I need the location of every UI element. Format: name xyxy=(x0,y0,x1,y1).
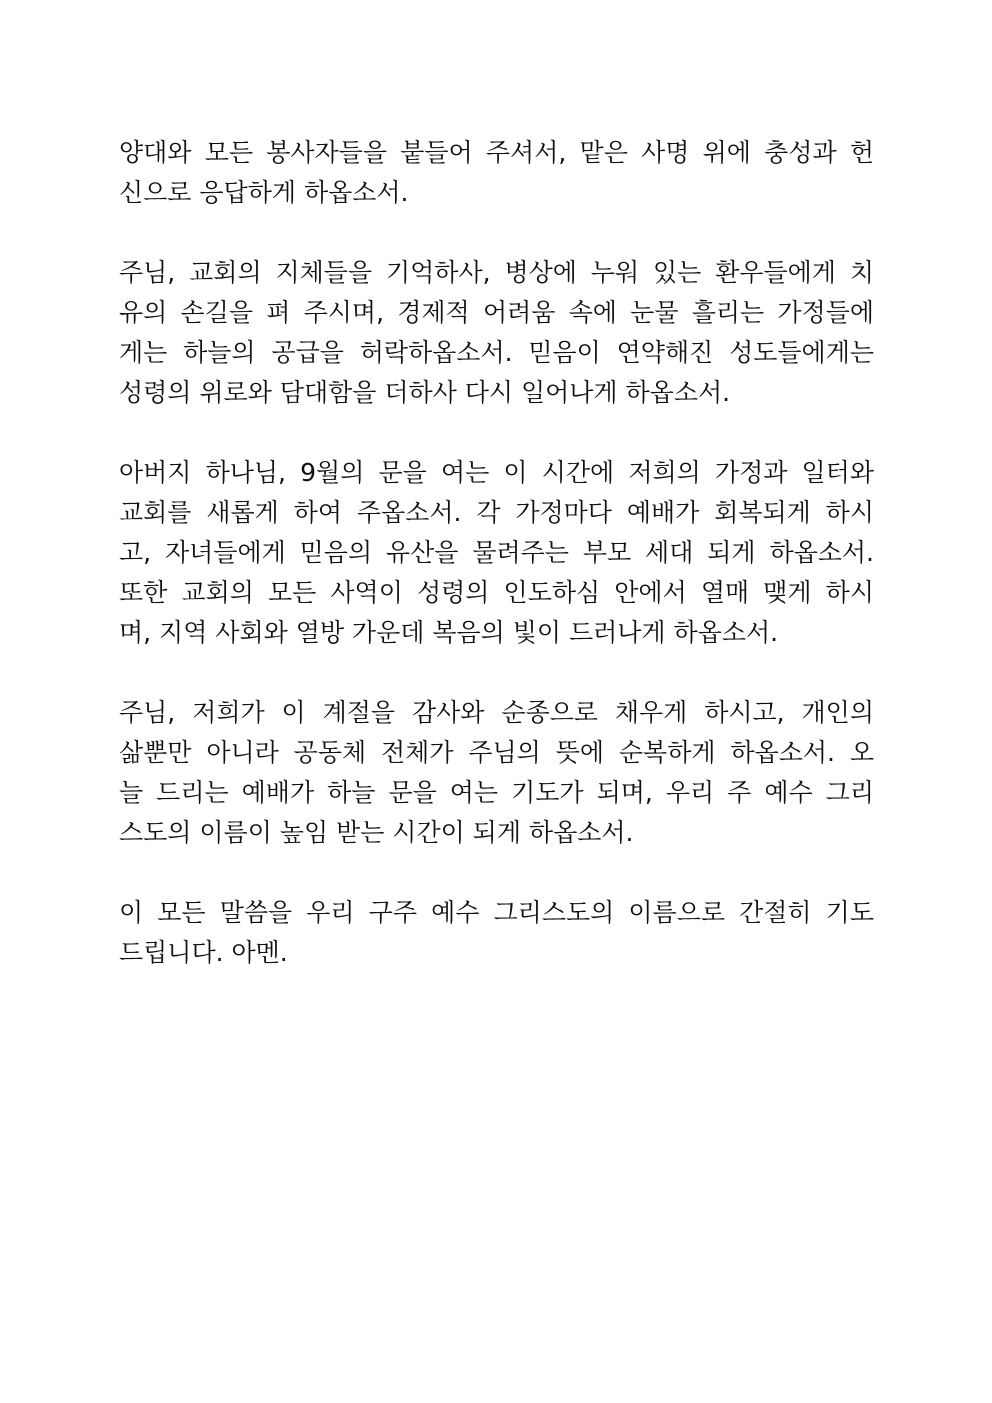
text-line: 고, 자녀들에게 믿음의 유산을 물려주는 부모 세대 되게 하옵소서. xyxy=(119,538,874,567)
paragraph-2 xyxy=(119,253,874,413)
prayer-text-body xyxy=(119,133,874,1013)
text-line: 며, 지역 사회와 열방 가운데 복음의 빛이 드러나게 하옵소서. xyxy=(119,618,779,647)
text-line: 교회를 새롭게 하여 주옵소서. 각 가정마다 예배가 회복되게 하시 xyxy=(119,498,874,527)
paragraph-3 xyxy=(119,453,874,653)
text-line: 양대와 모든 봉사자들을 붙들어 주셔서, 맡은 사명 위에 충성과 헌 xyxy=(119,138,874,167)
text-line: 유의 손길을 펴 주시며, 경제적 어려움 속에 눈물 흘리는 가정들에 xyxy=(119,298,874,327)
text-line: 주님, 교회의 지체들을 기억하사, 병상에 누워 있는 환우들에게 치 xyxy=(119,258,874,287)
text-line: 성령의 위로와 담대함을 더하사 다시 일어나게 하옵소서. xyxy=(119,378,731,407)
text-line: 늘 드리는 예배가 하늘 문을 여는 기도가 되며, 우리 주 예수 그리 xyxy=(119,778,874,807)
text-line: 드립니다. 아멘. xyxy=(119,938,288,967)
text-line: 스도의 이름이 높임 받는 시간이 되게 하옵소서. xyxy=(119,818,634,847)
text-line: 게는 하늘의 공급을 허락하옵소서. 믿음이 연약해진 성도들에게는 xyxy=(119,338,874,367)
paragraph-5 xyxy=(119,893,874,973)
text-line: 아버지 하나님, 9월의 문을 여는 이 시간에 저희의 가정과 일터와 xyxy=(119,458,874,487)
paragraph-4 xyxy=(119,693,874,853)
text-line: 이 모든 말씀을 우리 구주 예수 그리스도의 이름으로 간절히 기도 xyxy=(119,898,874,927)
text-line: 또한 교회의 모든 사역이 성령의 인도하심 안에서 열매 맺게 하시 xyxy=(119,578,874,607)
text-line: 신으로 응답하게 하옵소서. xyxy=(119,178,409,207)
text-line: 주님, 저희가 이 계절을 감사와 순종으로 채우게 하시고, 개인의 xyxy=(119,698,874,727)
paragraph-1 xyxy=(119,133,874,213)
text-line: 삶뿐만 아니라 공동체 전체가 주님의 뜻에 순복하게 하옵소서. 오 xyxy=(119,738,874,767)
